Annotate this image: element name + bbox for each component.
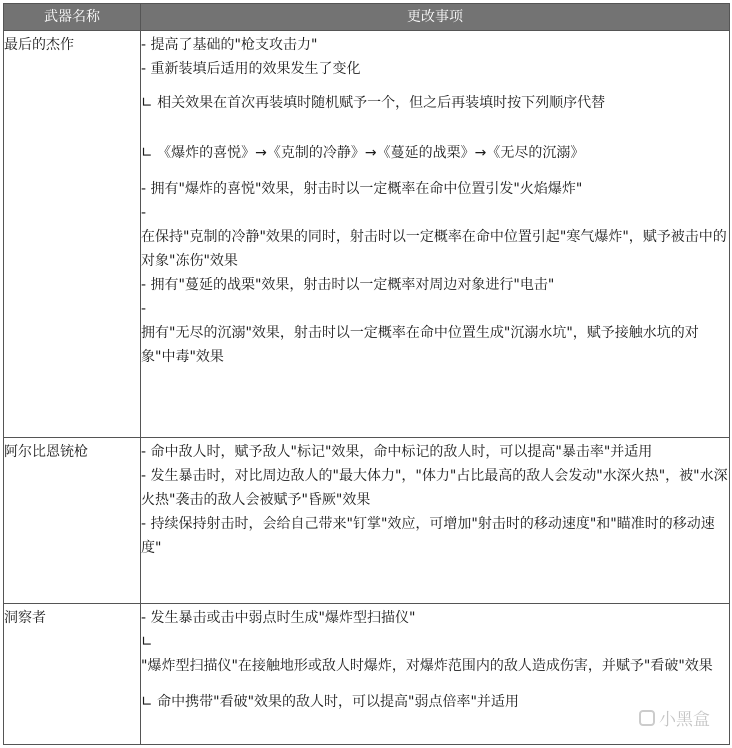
change-line: 拥有"无尽的沉溺"效果，射击时以一定概率在命中位置生成"沉溺水坑"，赋予接触水坑的对象"中毒"效果 (141, 325, 699, 365)
table-row (4, 438, 730, 604)
change-list (141, 604, 730, 745)
change-subline: ∟ 命中携带"看破"效果的敌人时，可以提高"弱点倍率"并适用 (141, 694, 519, 710)
header-row (4, 4, 730, 31)
change-list (141, 31, 730, 438)
table-row (4, 604, 730, 745)
header-changes: 更改事项 (141, 4, 730, 31)
change-list (141, 438, 730, 604)
change-line: - 提高了基础的"枪支攻击力" (141, 37, 318, 53)
change-line: - 拥有"蔓延的战栗"效果，射击时以一定概率对周边对象进行"电击" (141, 277, 555, 293)
change-subline: ∟ (141, 634, 153, 650)
change-line: "爆炸型扫描仪"在接触地形或敌人时爆炸，对爆炸范围内的敌人造成伤害，并赋予"看破"效果 (141, 658, 713, 674)
change-line: - (141, 205, 147, 221)
weapon-name: 洞察者 (4, 604, 141, 745)
change-subline: ∟ 《爆炸的喜悦》→《克制的冷静》→《蔓延的战栗》→《无尽的沉溺》 (141, 145, 585, 161)
change-line: - 持续保持射击时，会给自己带来"钉掌"效应，可增加"射击时的移动速度"和"瞄准时的移动速度" (141, 516, 715, 556)
change-line: - 命中敌人时，赋予敌人"标记"效果，命中标记的敌人时，可以提高"暴击率"并适用 (141, 444, 653, 460)
header-weapon-name: 武器名称 (4, 4, 141, 31)
change-line: - 发生暴击或击中弱点时生成"爆炸型扫描仪" (141, 610, 416, 626)
weapon-name: 阿尔比恩铳枪 (4, 438, 141, 604)
change-line: 在保持"克制的冷静"效果的同时，射击时以一定概率在命中位置引起"寒气爆炸"，赋予被击中的对象"冻伤"效果 (141, 229, 727, 269)
change-line: - (141, 301, 147, 317)
table-row (4, 31, 730, 438)
change-line: - 拥有"爆炸的喜悦"效果，射击时以一定概率在命中位置引发"火焰爆炸" (141, 181, 583, 197)
change-line: - 重新装填后适用的效果发生了变化 (141, 61, 361, 77)
change-line: - 发生暴击时，对比周边敌人的"最大体力"，"体力"占比最高的敌人会发动"水深火热"，被"水深火热"袭击的敌人会被赋予"昏厥"效果 (141, 468, 728, 508)
weapon-name: 最后的杰作 (4, 31, 141, 438)
watermark-text: 小黑盒 (659, 710, 710, 730)
weapon-changes-table (3, 3, 730, 745)
change-subline: ∟ 相关效果在首次再装填时随机赋予一个，但之后再装填时按下列顺序代替 (141, 95, 606, 111)
